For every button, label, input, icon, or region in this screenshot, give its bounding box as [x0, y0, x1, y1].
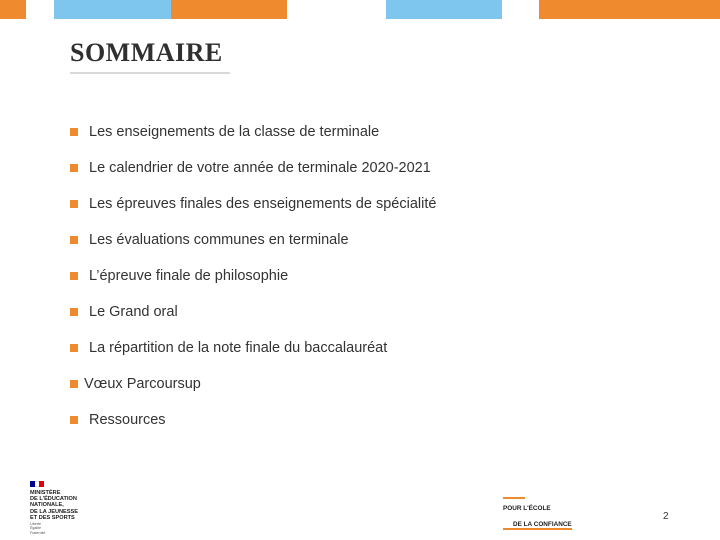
ministry-line: ET DES SPORTS — [30, 514, 75, 521]
french-flag-icon — [30, 481, 44, 487]
toc-item — [70, 186, 436, 222]
top-bar-orange-1 — [0, 0, 26, 19]
toc-item — [70, 114, 436, 150]
toc-item-label: Les épreuves finales des enseignements de spécialité — [89, 196, 437, 212]
toc-item-label: L’épreuve finale de philosophie — [89, 268, 289, 284]
motto-line: Fraternité — [30, 530, 46, 535]
logo-line: POUR L'ÉCOLE — [503, 505, 551, 512]
ministry-line: MINISTÈRE — [30, 490, 61, 496]
toc-item — [70, 402, 436, 438]
logo-accent-rule — [503, 497, 525, 499]
ministry-line: NATIONALE, — [30, 502, 64, 509]
ministry-line: DE LA JEUNESSE — [30, 508, 78, 515]
republic-motto — [30, 522, 90, 535]
ecole-confiance-logo — [503, 497, 593, 531]
toc-item-label: Les évaluations communes en terminale — [89, 232, 349, 248]
ministry-line: DE L'ÉDUCATION — [30, 496, 77, 503]
toc-item — [70, 366, 436, 402]
square-bullet-icon — [70, 236, 78, 244]
top-bar-blue-2 — [386, 0, 502, 19]
square-bullet-icon — [70, 308, 78, 316]
square-bullet-icon — [70, 344, 78, 352]
square-bullet-icon — [70, 164, 78, 172]
page-number: 2 — [663, 511, 669, 522]
motto-line: Liberté — [30, 522, 41, 527]
toc-item-label: Vœux Parcoursup — [84, 376, 201, 392]
table-of-contents — [70, 114, 436, 438]
toc-item — [70, 294, 436, 330]
top-bar-orange-2 — [171, 0, 287, 19]
toc-item-label: Le calendrier de votre année de terminale 2020-2021 — [89, 160, 431, 176]
toc-item — [70, 330, 436, 366]
toc-item-label: Le Grand oral — [89, 304, 178, 320]
top-bar-blue-1 — [54, 0, 171, 19]
title-underline — [70, 72, 230, 74]
toc-item — [70, 150, 436, 186]
motto-line: Égalité — [30, 526, 41, 531]
toc-item-label: Ressources — [89, 412, 166, 428]
logo-line: DE LA CONFIANCE — [503, 521, 572, 531]
square-bullet-icon — [70, 416, 78, 424]
square-bullet-icon — [70, 128, 78, 136]
toc-item-label: La répartition de la note finale du baccalauréat — [89, 340, 388, 356]
square-bullet-icon — [70, 272, 78, 280]
flag-red-stripe — [39, 481, 44, 487]
slide-title: SOMMAIRE — [70, 38, 223, 67]
toc-item-label: Les enseignements de la classe de terminale — [89, 124, 380, 140]
top-bar-orange-3 — [539, 0, 720, 19]
toc-item — [70, 222, 436, 258]
square-bullet-icon — [70, 380, 78, 388]
toc-item — [70, 258, 436, 294]
square-bullet-icon — [70, 200, 78, 208]
ministry-logo — [30, 481, 90, 535]
